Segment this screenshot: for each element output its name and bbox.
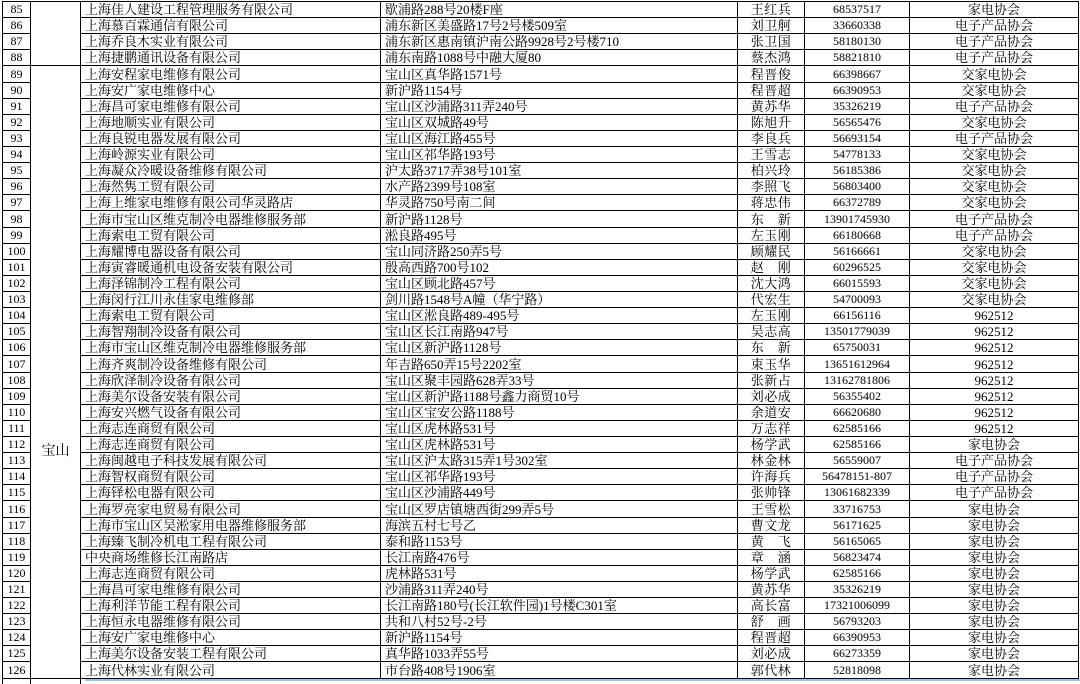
cell-row-number[interactable]: 98 (3, 211, 31, 227)
cell-contact[interactable]: 吴志高 (738, 324, 805, 340)
cell-address[interactable]: 宝山区罗店镇塘西街299弄5号 (381, 501, 738, 517)
cell-address[interactable]: 新沪路1154号 (381, 630, 738, 646)
cell-row-number[interactable]: 99 (3, 228, 31, 244)
cell-association[interactable]: 962512 (910, 421, 1079, 437)
cell-phone[interactable]: 62585166 (805, 437, 910, 453)
cell-contact[interactable]: 杨学武 (738, 437, 805, 453)
cell-phone[interactable]: 56478151-807 (805, 469, 910, 485)
cell-phone[interactable]: 66180668 (805, 228, 910, 244)
cell-association[interactable]: 交家电协会 (910, 66, 1079, 82)
cell-phone[interactable]: 33716753 (805, 501, 910, 517)
cell-association[interactable]: 家电协会 (910, 518, 1079, 534)
cell-company[interactable]: 上海索电工贸有限公司 (81, 308, 381, 324)
cell-association[interactable]: 电子产品协会 (910, 485, 1079, 501)
cell-association[interactable]: 电子产品协会 (910, 50, 1079, 66)
cell-association[interactable]: 电子产品协会 (910, 18, 1079, 34)
cell-contact[interactable]: 左玉刚 (738, 308, 805, 324)
cell-association[interactable]: 交家电协会 (910, 179, 1079, 195)
cell-contact[interactable]: 顾耀民 (738, 244, 805, 260)
cell-row-number[interactable]: 111 (3, 421, 31, 437)
cell-contact[interactable]: 东 新 (738, 340, 805, 356)
cell-company[interactable]: 上海志连商贸有限公司 (81, 437, 381, 453)
cell-company[interactable]: 上海罗亮家电贸易有限公司 (81, 501, 381, 517)
cell-contact[interactable]: 李良兵 (738, 131, 805, 147)
district-label: 宝山 (41, 444, 70, 460)
cell-company[interactable]: 上海美尔设备安装有限公司 (81, 389, 381, 405)
cell-phone[interactable]: 66398667 (805, 66, 910, 82)
cell-company[interactable]: 上海泽锦制冷工程有限公司 (81, 276, 381, 292)
cell-row-number[interactable]: 124 (3, 630, 31, 646)
cell-row-number[interactable]: 100 (3, 244, 31, 260)
cell-contact[interactable]: 王雪松 (738, 501, 805, 517)
cell-address[interactable]: 宝山区沙浦路311弄240号 (381, 99, 738, 115)
cell-phone[interactable]: 56355402 (805, 389, 910, 405)
cell-row-number[interactable]: 117 (3, 518, 31, 534)
cell-company[interactable]: 上海安广家电维修中心 (81, 83, 381, 99)
cell-address[interactable]: 沙浦路311弄240号 (381, 582, 738, 598)
cell-contact[interactable]: 许海兵 (738, 469, 805, 485)
cell-phone[interactable]: 60296525 (805, 260, 910, 276)
cell-company[interactable]: 上海恒永电器维修有限公司 (81, 614, 381, 630)
cell-association[interactable]: 家电协会 (910, 630, 1079, 646)
cell-address[interactable]: 剑川路1548号A幢（华宁路） (381, 292, 738, 308)
cell-phone[interactable]: 13651612964 (805, 356, 910, 372)
cell-contact[interactable]: 左玉刚 (738, 228, 805, 244)
cell-row-number[interactable]: 91 (3, 99, 31, 115)
cell-contact[interactable]: 余道安 (738, 405, 805, 421)
cell-row-number[interactable]: 123 (3, 614, 31, 630)
cell-row-number[interactable]: 125 (3, 646, 31, 662)
cell-row-number[interactable]: 116 (3, 501, 31, 517)
cell-address[interactable]: 宝山区祁华路193号 (381, 469, 738, 485)
cell-company[interactable]: 上海智翔制冷设备有限公司 (81, 324, 381, 340)
cell-contact[interactable]: 张新占 (738, 373, 805, 389)
cell-address[interactable]: 宝山区宝安公路1188号 (381, 405, 738, 421)
cell-contact[interactable]: 林金林 (738, 453, 805, 469)
cell-company[interactable]: 上海智权商贸有限公司 (81, 469, 381, 485)
cell-row-number[interactable]: 102 (3, 276, 31, 292)
cell-address[interactable]: 宝山区沙浦路449号 (381, 485, 738, 501)
cell-company[interactable]: 上海佳人建设工程管理服务有限公司 (81, 2, 381, 18)
cell-contact[interactable]: 柏兴玲 (738, 163, 805, 179)
cell-phone[interactable]: 17321006099 (805, 598, 910, 614)
cell-contact[interactable]: 东 新 (738, 211, 805, 227)
cell-address[interactable]: 宝山区虎林路531号 (381, 437, 738, 453)
cell-district-merged-empty[interactable] (31, 2, 81, 66)
cell-phone[interactable]: 66156116 (805, 308, 910, 324)
cell-address[interactable]: 宝山区长江南路947号 (381, 324, 738, 340)
cell-contact[interactable]: 代宏生 (738, 292, 805, 308)
cell-address[interactable]: 海滨五村七号乙 (381, 518, 738, 534)
cell-phone[interactable]: 56693154 (805, 131, 910, 147)
cell-row-number[interactable]: 115 (3, 485, 31, 501)
cell-company[interactable]: 上海耀博电器设备有限公司 (81, 244, 381, 260)
cell-company[interactable]: 上海然隽工贸有限公司 (81, 179, 381, 195)
cell-phone[interactable]: 66372789 (805, 195, 910, 211)
cell-row-number[interactable]: 126 (3, 662, 31, 678)
cell-address[interactable]: 宝山区新沪路1128号 (381, 340, 738, 356)
cell-row-number[interactable]: 101 (3, 260, 31, 276)
cell-association[interactable]: 电子产品协会 (910, 211, 1079, 227)
cell-association[interactable]: 家电协会 (910, 501, 1079, 517)
cell-row-number[interactable]: 109 (3, 389, 31, 405)
cell-address[interactable]: 宝山区淞良路489-495号 (381, 308, 738, 324)
cell-address[interactable]: 宝山同济路250弄5号 (381, 244, 738, 260)
cell-association[interactable]: 家电协会 (910, 662, 1079, 678)
cell-address[interactable]: 宝山区虎林路531号 (381, 421, 738, 437)
cell-phone[interactable]: 13061682339 (805, 485, 910, 501)
cell-contact[interactable]: 陈旭升 (738, 115, 805, 131)
partial-row-stub (31, 679, 81, 684)
cell-address[interactable]: 华灵路750号南二间 (381, 195, 738, 211)
cell-association[interactable]: 电子产品协会 (910, 469, 1079, 485)
cell-phone[interactable]: 56165065 (805, 534, 910, 550)
cell-company[interactable]: 上海安兴燃气设备有限公司 (81, 405, 381, 421)
cell-address[interactable]: 虎林路531号 (381, 566, 738, 582)
cell-address[interactable]: 长江南路180号(长江软件园)1号楼C301室 (381, 598, 738, 614)
cell-contact[interactable]: 王雪志 (738, 147, 805, 163)
partial-row-stub (3, 679, 31, 684)
cell-address[interactable]: 市台路408号1906室 (381, 662, 738, 678)
cell-company[interactable]: 上海慕百霖通信有限公司 (81, 18, 381, 34)
cell-row-number[interactable]: 90 (3, 83, 31, 99)
cell-contact[interactable]: 张卫国 (738, 34, 805, 50)
cell-address[interactable]: 宝山区聚丰园路628弄33号 (381, 373, 738, 389)
cell-contact[interactable]: 黄 飞 (738, 534, 805, 550)
cell-row-number[interactable]: 113 (3, 453, 31, 469)
selection-highlight-line (85, 679, 1080, 681)
cell-contact[interactable]: 黄苏华 (738, 582, 805, 598)
cell-association[interactable]: 家电协会 (910, 566, 1079, 582)
cell-address[interactable]: 殷高西路700号102 (381, 260, 738, 276)
cell-row-number[interactable]: 94 (3, 147, 31, 163)
cell-phone[interactable]: 13901745930 (805, 211, 910, 227)
cell-company[interactable]: 上海铎松电器有限公司 (81, 485, 381, 501)
cell-address[interactable]: 宝山区顾北路457号 (381, 276, 738, 292)
cell-row-number[interactable]: 89 (3, 66, 31, 82)
cell-contact[interactable]: 章 涵 (738, 550, 805, 566)
cell-company[interactable]: 上海索电工贸有限公司 (81, 228, 381, 244)
cell-address[interactable]: 宝山区海江路455号 (381, 131, 738, 147)
cell-phone[interactable]: 56793203 (805, 614, 910, 630)
cell-phone[interactable]: 56565476 (805, 115, 910, 131)
cell-phone[interactable]: 13162781806 (805, 373, 910, 389)
cell-address[interactable]: 新沪路1128号 (381, 211, 738, 227)
cell-company[interactable]: 上海闽越电子科技发展有限公司 (81, 453, 381, 469)
cell-association[interactable]: 962512 (910, 324, 1079, 340)
cell-contact[interactable]: 蔡杰鸿 (738, 50, 805, 66)
cell-association[interactable]: 家电协会 (910, 598, 1079, 614)
cell-contact[interactable]: 杨学武 (738, 566, 805, 582)
cell-row-number[interactable]: 105 (3, 324, 31, 340)
cell-association[interactable]: 962512 (910, 308, 1079, 324)
cell-address[interactable]: 沪太路3717弄38号101室 (381, 163, 738, 179)
cell-address[interactable]: 淞良路495号 (381, 228, 738, 244)
cell-row-number[interactable]: 92 (3, 115, 31, 131)
cell-contact[interactable]: 沈大鸿 (738, 276, 805, 292)
cell-address[interactable]: 浦东新区美盛路17号2号楼509室 (381, 18, 738, 34)
cell-row-number[interactable]: 119 (3, 550, 31, 566)
cell-contact[interactable]: 赵 刚 (738, 260, 805, 276)
cell-association[interactable]: 家电协会 (910, 534, 1079, 550)
cell-association[interactable]: 电子产品协会 (910, 453, 1079, 469)
cell-row-number[interactable]: 108 (3, 373, 31, 389)
cell-row-number[interactable]: 97 (3, 195, 31, 211)
cell-company[interactable]: 上海上维家电维修有限公司华灵路店 (81, 195, 381, 211)
cell-row-number[interactable]: 112 (3, 437, 31, 453)
cell-row-number[interactable]: 96 (3, 179, 31, 195)
cell-address[interactable]: 长江南路476号 (381, 550, 738, 566)
cell-company[interactable]: 上海安广家电维修中心 (81, 630, 381, 646)
cell-association[interactable]: 电子产品协会 (910, 99, 1079, 115)
cell-address[interactable]: 年吉路650弄15号2202室 (381, 356, 738, 372)
cell-association[interactable]: 962512 (910, 356, 1079, 372)
cell-address[interactable]: 泰和路1153号 (381, 534, 738, 550)
cell-phone[interactable]: 62585166 (805, 421, 910, 437)
cell-contact[interactable]: 刘必成 (738, 389, 805, 405)
cell-contact[interactable]: 程晋超 (738, 83, 805, 99)
cell-row-number[interactable]: 114 (3, 469, 31, 485)
cell-address[interactable]: 水产路2399号108室 (381, 179, 738, 195)
cell-phone[interactable]: 52818098 (805, 662, 910, 678)
cell-phone[interactable]: 33660338 (805, 18, 910, 34)
cell-row-number[interactable]: 106 (3, 340, 31, 356)
cell-address[interactable]: 新沪路1154号 (381, 83, 738, 99)
cell-row-number[interactable]: 118 (3, 534, 31, 550)
cell-phone[interactable]: 65750031 (805, 340, 910, 356)
cell-association[interactable]: 家电协会 (910, 2, 1079, 18)
cell-association[interactable]: 电子产品协会 (910, 228, 1079, 244)
cell-company[interactable]: 上海地顺实业有限公司 (81, 115, 381, 131)
cell-association[interactable]: 交家电协会 (910, 147, 1079, 163)
cell-contact[interactable]: 程晋超 (738, 630, 805, 646)
cell-address[interactable]: 宝山区新沪路1188号鑫力商贸10号 (381, 389, 738, 405)
cell-phone[interactable]: 68537517 (805, 2, 910, 18)
cell-association[interactable]: 交家电协会 (910, 244, 1079, 260)
cell-row-number[interactable]: 107 (3, 356, 31, 372)
cell-row-number[interactable]: 93 (3, 131, 31, 147)
cell-phone[interactable]: 62585166 (805, 566, 910, 582)
cell-company[interactable]: 中央商场维修长江南路店 (81, 550, 381, 566)
cell-row-number[interactable]: 87 (3, 34, 31, 50)
cell-row-number[interactable]: 104 (3, 308, 31, 324)
cell-contact[interactable]: 束玉华 (738, 356, 805, 372)
cell-company[interactable]: 上海齐爽制冷设备维修有限公司 (81, 356, 381, 372)
cell-company[interactable]: 上海欣泽制冷设备有限公司 (81, 373, 381, 389)
cell-company[interactable]: 上海岭源实业有限公司 (81, 147, 381, 163)
cell-address[interactable]: 宝山区沪太路315弄1号302室 (381, 453, 738, 469)
cell-address[interactable]: 共和八村52号-2号 (381, 614, 738, 630)
cell-phone[interactable]: 56803400 (805, 179, 910, 195)
cell-phone[interactable]: 54700093 (805, 292, 910, 308)
cell-association[interactable]: 家电协会 (910, 614, 1079, 630)
cell-company[interactable]: 上海闵行江川永佳家电维修部 (81, 292, 381, 308)
cell-contact[interactable]: 黄苏华 (738, 99, 805, 115)
cell-contact[interactable]: 郭代林 (738, 662, 805, 678)
cell-phone[interactable]: 13501779039 (805, 324, 910, 340)
cell-company[interactable]: 上海良锐电器发展有限公司 (81, 131, 381, 147)
cell-phone[interactable]: 56185386 (805, 163, 910, 179)
cell-company[interactable]: 上海代林实业有限公司 (81, 662, 381, 678)
cell-association[interactable]: 交家电协会 (910, 260, 1079, 276)
cell-association[interactable]: 962512 (910, 405, 1079, 421)
cell-phone[interactable]: 56559007 (805, 453, 910, 469)
cell-company[interactable]: 上海美尔设备安装工程有限公司 (81, 646, 381, 662)
cell-company[interactable]: 上海乔良木实业有限公司 (81, 34, 381, 50)
cell-contact[interactable]: 舒 画 (738, 614, 805, 630)
cell-association[interactable]: 962512 (910, 373, 1079, 389)
cell-association[interactable]: 电子产品协会 (910, 34, 1079, 50)
cell-phone[interactable]: 58821810 (805, 50, 910, 66)
cell-row-number[interactable]: 85 (3, 2, 31, 18)
cell-association[interactable]: 交家电协会 (910, 292, 1079, 308)
cell-association[interactable]: 交家电协会 (910, 276, 1079, 292)
cell-company[interactable]: 上海市宝山区维克制冷电器维修服务部 (81, 211, 381, 227)
cell-company[interactable]: 上海臻飞制冷机电工程有限公司 (81, 534, 381, 550)
cell-company[interactable]: 上海志连商贸有限公司 (81, 421, 381, 437)
cell-phone[interactable]: 56823474 (805, 550, 910, 566)
cell-phone[interactable]: 58180130 (805, 34, 910, 50)
cell-row-number[interactable]: 120 (3, 566, 31, 582)
cell-company[interactable]: 上海寅睿暖通机电设备安装有限公司 (81, 260, 381, 276)
cell-phone[interactable]: 66390953 (805, 630, 910, 646)
cell-address[interactable]: 歇浦路288号20楼F座 (381, 2, 738, 18)
cell-association[interactable]: 家电协会 (910, 582, 1079, 598)
cell-phone[interactable]: 66273359 (805, 646, 910, 662)
cell-contact[interactable]: 蒋忠伟 (738, 195, 805, 211)
cell-contact[interactable]: 程晋俊 (738, 66, 805, 82)
cell-contact[interactable]: 张帅锋 (738, 485, 805, 501)
cell-contact[interactable]: 刘卫舸 (738, 18, 805, 34)
cell-phone[interactable]: 35326219 (805, 582, 910, 598)
company-table (2, 1, 1079, 684)
cell-address[interactable]: 宝山区真华路1571号 (381, 66, 738, 82)
cell-contact[interactable]: 王红兵 (738, 2, 805, 18)
cell-association[interactable]: 电子产品协会 (910, 131, 1079, 147)
cell-association[interactable]: 交家电协会 (910, 115, 1079, 131)
cell-row-number[interactable]: 88 (3, 50, 31, 66)
cell-association[interactable]: 家电协会 (910, 646, 1079, 662)
cell-contact[interactable]: 万志祥 (738, 421, 805, 437)
cell-association[interactable]: 家电协会 (910, 550, 1079, 566)
cell-row-number[interactable]: 122 (3, 598, 31, 614)
cell-contact[interactable]: 刘必成 (738, 646, 805, 662)
cell-phone[interactable]: 54778133 (805, 147, 910, 163)
cell-phone[interactable]: 66390953 (805, 83, 910, 99)
cell-company[interactable]: 上海昌可家电维修有限公司 (81, 582, 381, 598)
cell-row-number[interactable]: 95 (3, 163, 31, 179)
cell-district-merged[interactable] (31, 66, 81, 678)
cell-company[interactable]: 上海昌可家电维修有限公司 (81, 99, 381, 115)
cell-address[interactable]: 浦东新区惠南镇沪南公路9928号2号楼710 (381, 34, 738, 50)
cell-address[interactable]: 真华路1033弄55号 (381, 646, 738, 662)
cell-association[interactable]: 家电协会 (910, 437, 1079, 453)
cell-contact[interactable]: 李照飞 (738, 179, 805, 195)
cell-phone[interactable]: 56171625 (805, 518, 910, 534)
cell-company[interactable]: 上海市宝山区维克制冷电器维修服务部 (81, 340, 381, 356)
cell-row-number[interactable]: 110 (3, 405, 31, 421)
cell-association[interactable]: 交家电协会 (910, 83, 1079, 99)
cell-company[interactable]: 上海凝众冷暖设备维修有限公司 (81, 163, 381, 179)
cell-company[interactable]: 上海安程家电维修有限公司 (81, 66, 381, 82)
cell-address[interactable]: 浦东南路1088号中融大厦80 (381, 50, 738, 66)
cell-contact[interactable]: 高长富 (738, 598, 805, 614)
cell-address[interactable]: 宝山区双城路49号 (381, 115, 738, 131)
cell-phone[interactable]: 35326219 (805, 99, 910, 115)
cell-row-number[interactable]: 121 (3, 582, 31, 598)
cell-phone[interactable]: 66620680 (805, 405, 910, 421)
cell-row-number[interactable]: 103 (3, 292, 31, 308)
cell-company[interactable]: 上海捷鹏通讯设备有限公司 (81, 50, 381, 66)
cell-association[interactable]: 962512 (910, 340, 1079, 356)
cell-company[interactable]: 上海市宝山区吴淞家用电器维修服务部 (81, 518, 381, 534)
cell-contact[interactable]: 曹文龙 (738, 518, 805, 534)
cell-address[interactable]: 宝山区祁华路193号 (381, 147, 738, 163)
cell-row-number[interactable]: 86 (3, 18, 31, 34)
cell-association[interactable]: 962512 (910, 389, 1079, 405)
cell-phone[interactable]: 66015593 (805, 276, 910, 292)
cell-company[interactable]: 上海志连商贸有限公司 (81, 566, 381, 582)
cell-association[interactable]: 交家电协会 (910, 195, 1079, 211)
cell-phone[interactable]: 56166661 (805, 244, 910, 260)
cell-association[interactable]: 交家电协会 (910, 163, 1079, 179)
cell-company[interactable]: 上海利洋节能工程有限公司 (81, 598, 381, 614)
